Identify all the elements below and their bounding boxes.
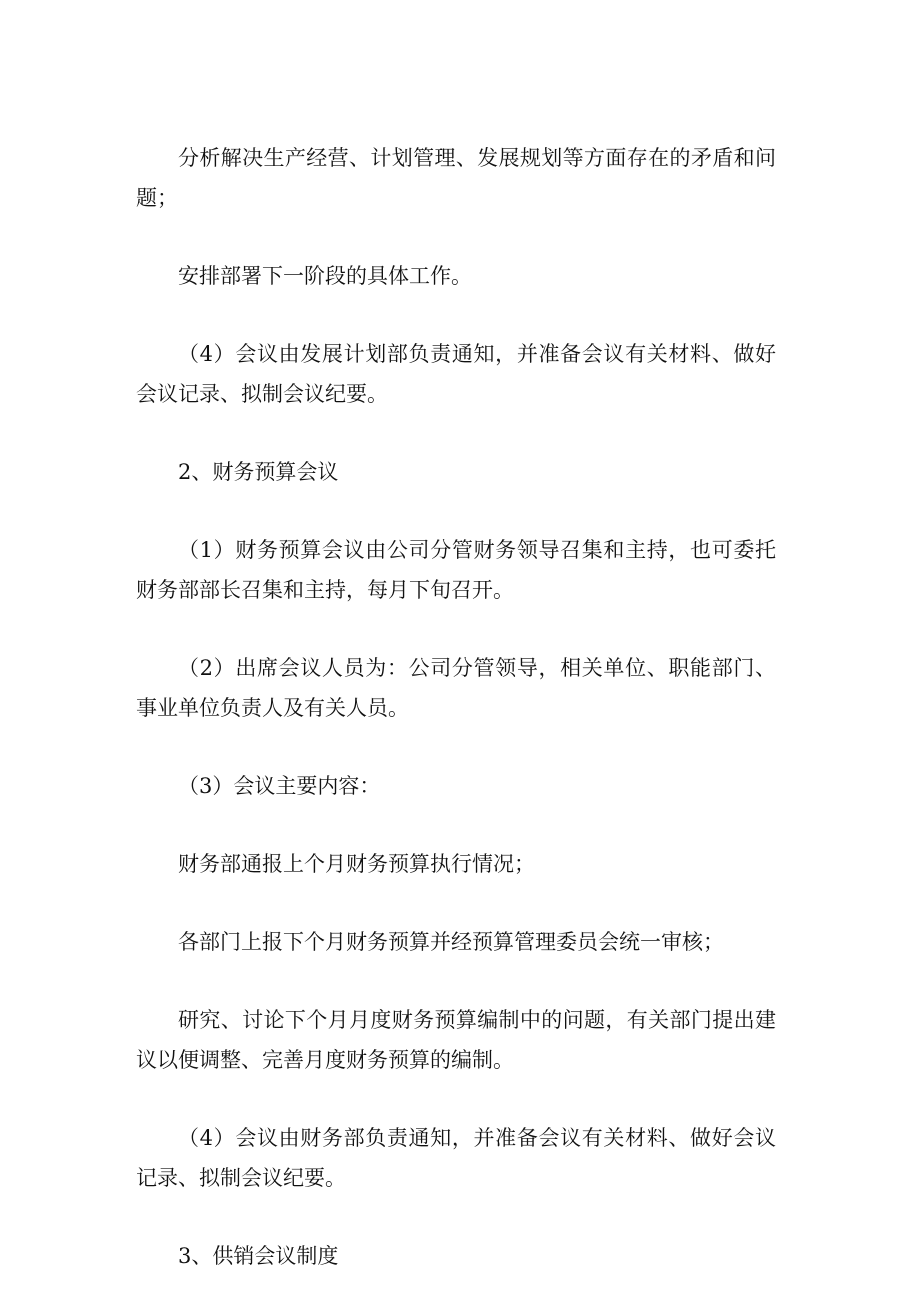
section-heading-finance-budget-meeting: 2、财务预算会议 (178, 460, 339, 484)
paragraph-budget-meeting-content-label: （3）会议主要内容： (178, 774, 381, 798)
paragraph-budget-submission: 各部门上报下个月财务预算并经预算管理委员会统一审核； (178, 930, 724, 954)
document-body (136, 138, 776, 1314)
paragraph-budget-meeting-attendees: （2）出席会议人员为：公司分管领导，相关单位、职能部门、事业单位负责人及有关人员。 (136, 656, 776, 720)
paragraph-budget-meeting-host: （1）财务预算会议由公司分管财务领导召集和主持，也可委托财务部部长召集和主持，每月下旬召开。 (136, 538, 776, 602)
paragraph-budget-report: 财务部通报上个月财务预算执行情况； (178, 852, 535, 876)
section-heading-supply-sales-meeting: 3、供销会议制度 (178, 1244, 339, 1268)
paragraph-budget-discussion: 研究、讨论下个月月度财务预算编制中的问题，有关部门提出建议以便调整、完善月度财务预算的编制。 (136, 1008, 776, 1072)
paragraph-planning-meeting-notice: （4）会议由发展计划部负责通知，并准备会议有关材料、做好会议记录、拟制会议纪要。 (136, 342, 776, 406)
paragraph-production-issues: 分析解决生产经营、计划管理、发展规划等方面存在的矛盾和问题； (136, 146, 776, 210)
paragraph-budget-meeting-notice: （4）会议由财务部负责通知，并准备会议有关材料、做好会议记录、拟制会议纪要。 (136, 1126, 776, 1190)
paragraph-next-stage-work: 安排部署下一阶段的具体工作。 (178, 264, 472, 288)
